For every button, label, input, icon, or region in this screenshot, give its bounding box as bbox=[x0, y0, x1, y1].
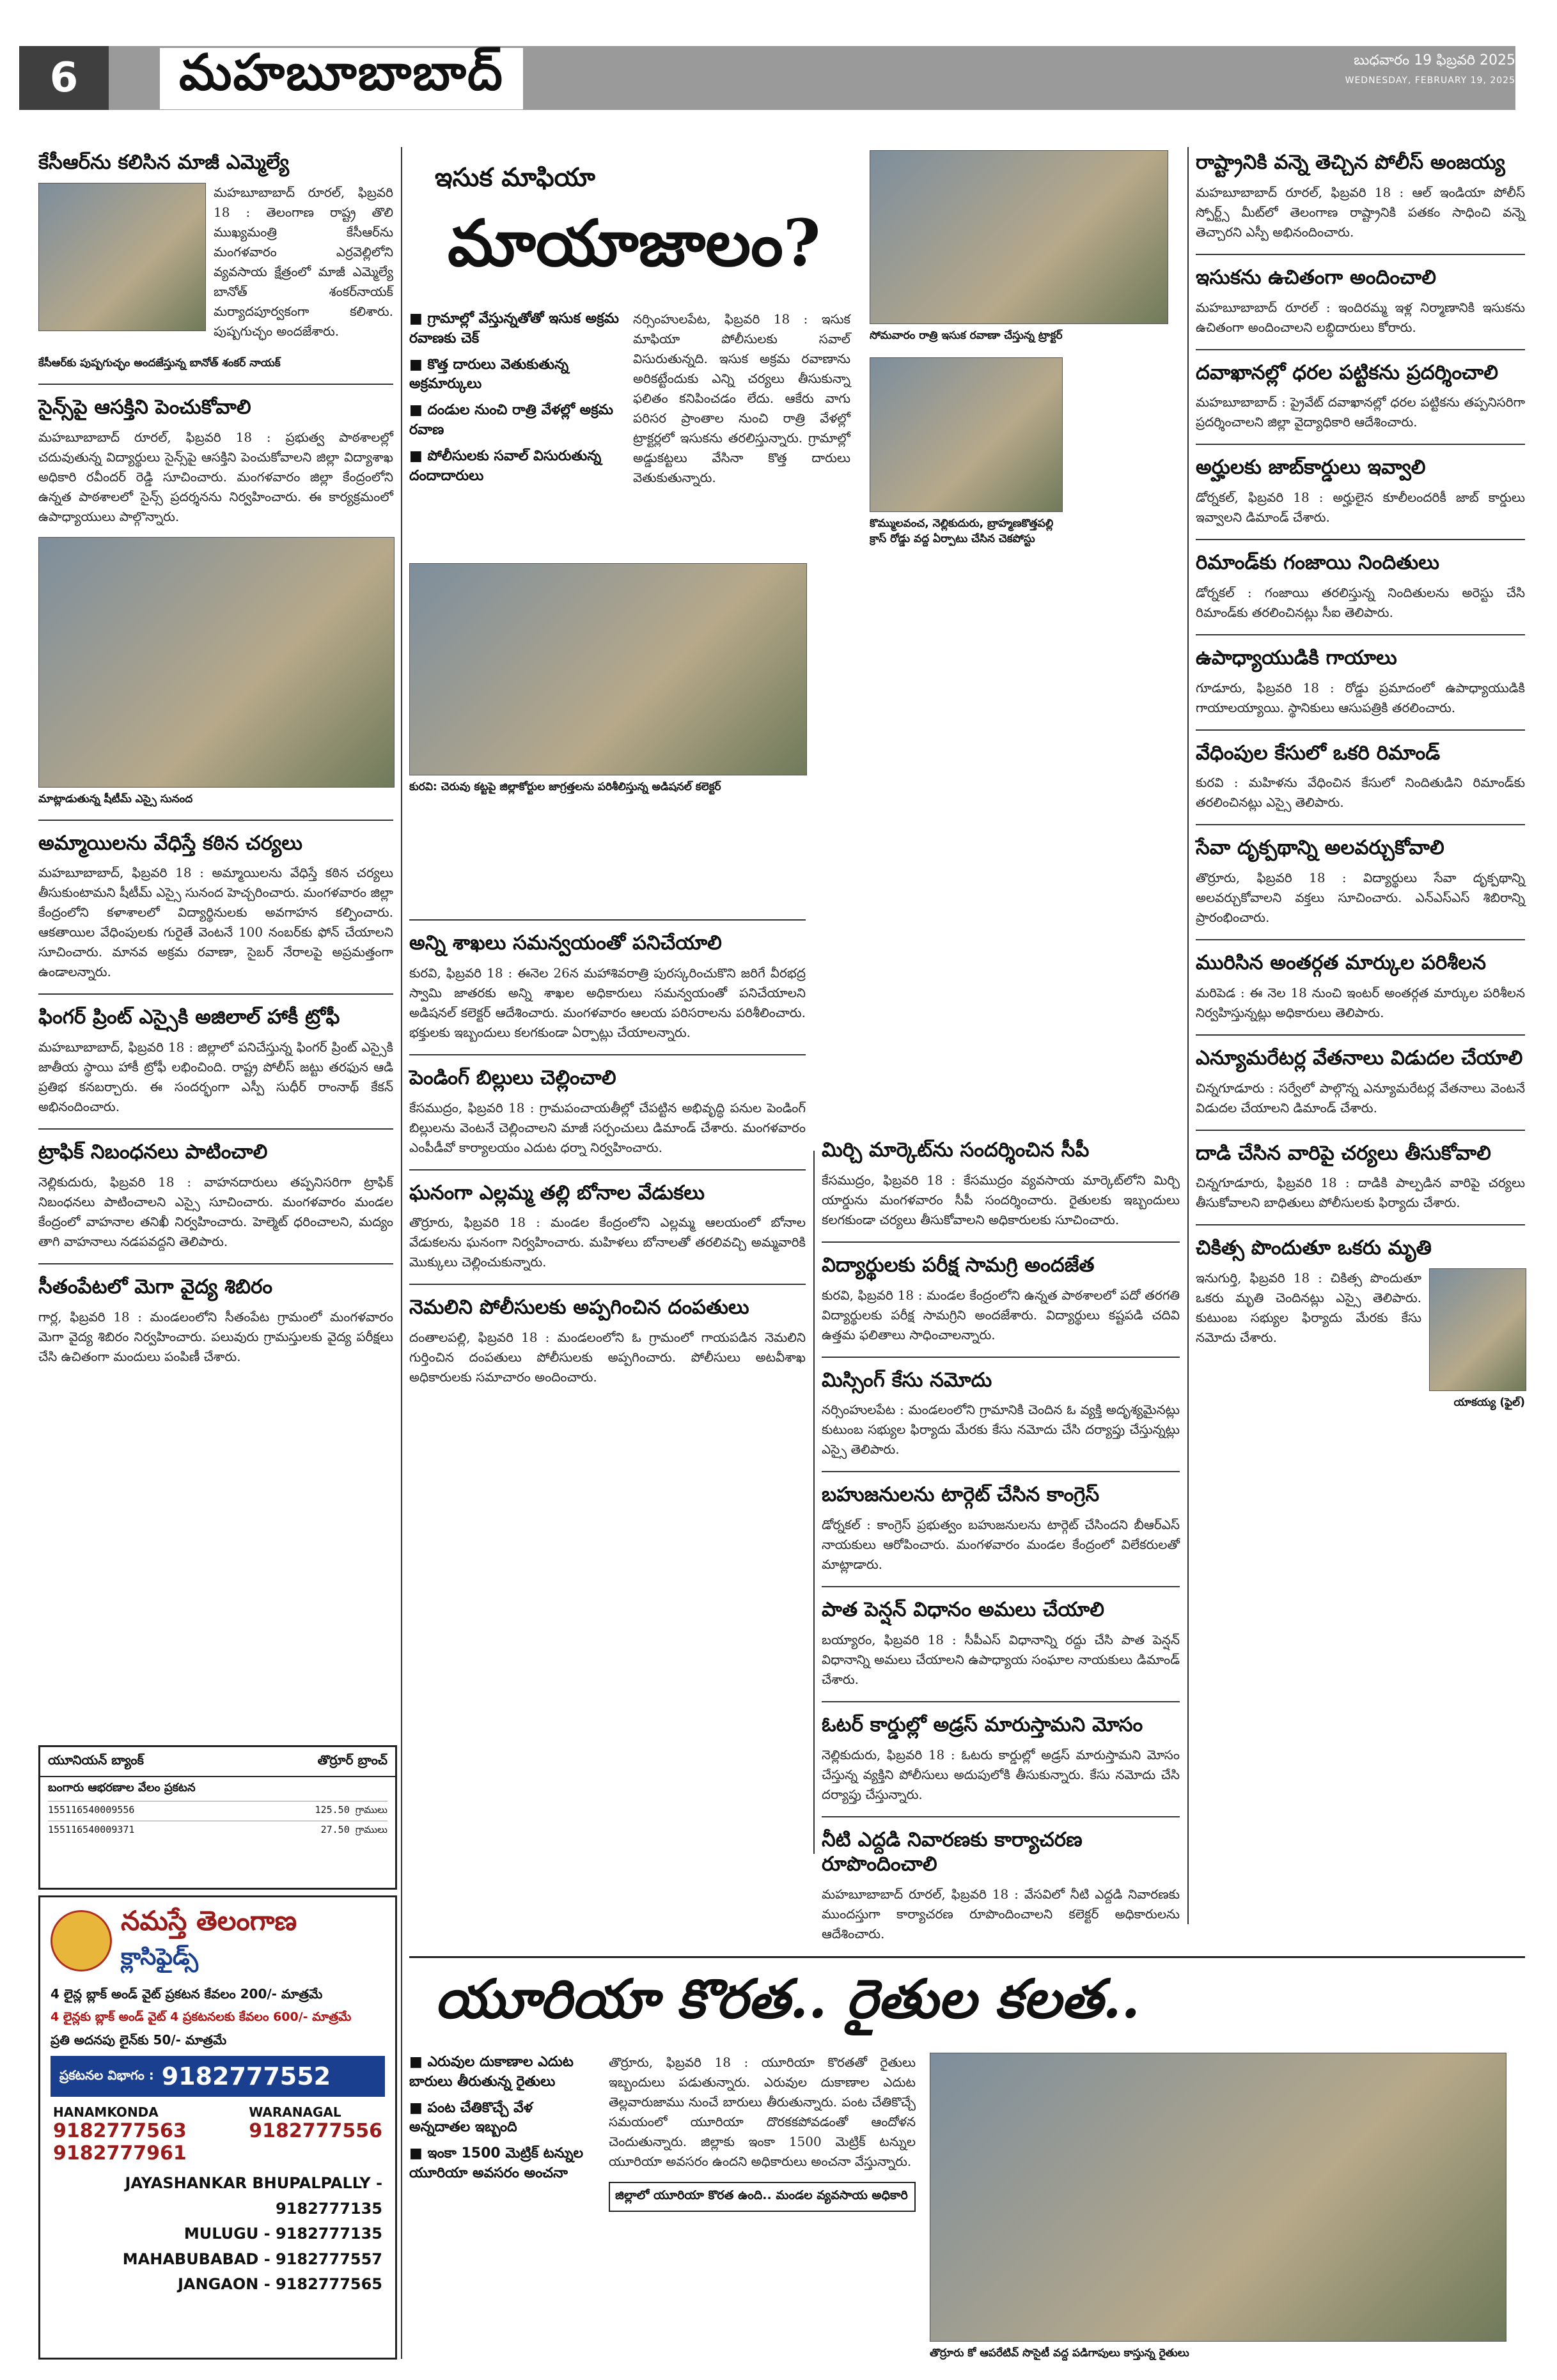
article-text: కేసముద్రం, ఫిబ్రవరి 18 : గ్రామపంచాయతీల్లో చేపట్టిన అభివృద్ధి పనుల పెండింగ్ బిల్లులను వెంటనే చెల్లించాలని మాజీ సర్పంచులు డిమాండ్ చేశారు. మంగళవారం ఎంపీడీవో కార్యాలయం ఎదుట ధర్నా నిర్వహించారు. bbox=[409, 1100, 806, 1155]
article-text: నెల్లికుదురు, ఫిబ్రవరి 18 : వాహనదారులు తప్పనిసరిగా ట్రాఫిక్ నిబంధనలు పాటించాలని ఎస్సై సూచించారు. మంగళవారం మండల కేంద్రంలో వాహనాల తనిఖీ నిర్వహించారు. హెల్మెట్ ధరించాలని, మద్యం తాగి వాహనాలు నడపవద్దని తెలిపారు. bbox=[38, 1174, 393, 1249]
headline: ఫింగర్ ప్రింట్ ఎస్సైకి అజిలాల్ హాకీ ట్రోఫీ bbox=[38, 1006, 340, 1029]
headline: మురిసిన అంతర్గత మార్కుల పరిశీలన bbox=[1196, 951, 1487, 974]
article-text: నెల్లికుదురు, ఫిబ్రవరి 18 : ఓటరు కార్డుల్లో అడ్రస్ మారుస్తామని మోసం చేస్తున్న వ్యక్తిని పోలీసులు అదుపులోకి తీసుకున్నారు. కేసు నమోదు చేసి దర్యాప్తు చేస్తున్నారు. bbox=[822, 1746, 1180, 1802]
article-text: నర్సింహులపేట : మండలంలోని గ్రామానికి చెందిన ఓ వ్యక్తి అదృశ్యమైనట్లు కుటుంబ సభ్యుల ఫిర్యాదు మేరకు కేసు నమోదు చేసి దర్యాప్తు చేస్తున్నట్లు ఎస్సై తెలిపారు. bbox=[822, 1402, 1180, 1458]
news-photo bbox=[38, 183, 206, 331]
headline: సైన్స్‌పై ఆసక్తిని పెంచుకోవాలి bbox=[38, 395, 251, 419]
ad-rate-line: 4 లైన్లకు బ్లాక్ అండ్ వైట్ 4 ప్రకటనలకు కేవలం 600/- మాత్రమే bbox=[51, 2010, 352, 2024]
article-text: కురవి : మహిళను వేధించిన కేసులో నిందితుడిని రిమాండ్‌కు తరలించినట్లు ఎస్సై తెలిపారు. bbox=[1196, 775, 1525, 811]
article-text: మహబూబాబాద్ రూరల్, ఫిబ్రవరి 18 : తెలంగాణ రాష్ట్ర తొలి ముఖ్యమంత్రి కేసీఆర్‌ను మంగళవారం ఎర్రవెల్లిలోని వ్యవసాయ క్షేత్రంలో మాజీ ఎమ్మెల్యే బానోత్ శంకర్‌నాయక్ మర్యాదపూర్వకంగా కలిశారు. పుష్పగుచ్ఛం అందజేశారు. bbox=[214, 184, 393, 339]
headline: ఓటర్ కార్డుల్లో అడ్రస్ మారుస్తామని మోసం bbox=[822, 1713, 1143, 1736]
article-text: డోర్నకల్ : గంజాయి తరలిస్తున్న నిందితులను అరెస్టు చేసి రిమాండ్‌కు తరలించినట్లు సీఐ తెలిపారు. bbox=[1196, 584, 1525, 620]
page-number: 6 bbox=[19, 46, 109, 110]
article-text: తొర్రూరు, ఫిబ్రవరి 18 : మండల కేంద్రంలోని ఎల్లమ్మ ఆలయంలో బోనాల వేడుకలను ఘనంగా నిర్వహించారు. మహిళలు బోనాలతో తరలివచ్చి అమ్మవారికి మొక్కులు చెల్లించుకున్నారు. bbox=[409, 1215, 806, 1270]
ad-dept-phone: 9182777552 bbox=[161, 2062, 331, 2090]
headline: ఉపాధ్యాయుడికి గాయాలు bbox=[1196, 646, 1397, 669]
article-text: గార్ల, ఫిబ్రవరి 18 : మండలంలోని సీతంపేట గ్రామంలో మంగళవారం మెగా వైద్య శిబిరం నిర్వహించారు. పలువురు గ్రామస్తులకు వైద్య పరీక్షలు చేసి ఉచితంగా మందులు పంపిణీ చేశారు. bbox=[38, 1309, 393, 1364]
column-4 bbox=[1196, 150, 1525, 1420]
column-1 bbox=[38, 150, 393, 1377]
headline: చికిత్స పొందుతూ ఒకరు మృతి bbox=[1196, 1236, 1432, 1260]
article-text: మరిపెడ : ఈ నెల 18 నుంచి ఇంటర్ అంతర్గత మార్కుల పరిశీలన నిర్వహిస్తున్నట్లు అధికారులు తెలిపారు. bbox=[1196, 984, 1525, 1020]
photo-caption: కురవి: చెరువు కట్టపై జిల్లాకోర్టుల జాగ్రత్తలను పరిశీలిస్తున్న అడిషనల్ కలెక్టర్ bbox=[409, 781, 721, 793]
headline: మిస్సింగ్ కేసు నమోదు bbox=[822, 1368, 992, 1392]
headline: విద్యార్థులకు పరీక్ష సామగ్రి అందజేత bbox=[822, 1253, 1095, 1277]
article-text: తొర్రూరు, ఫిబ్రవరి 18 : యూరియా కొరతతో రైతులు ఇబ్బందులు పడుతున్నారు. ఎరువుల దుకాణాల ఎదుట తెల్లవారుజాము నుంచే బారులు తీరుతున్నారు. పంట చేతికొచ్చే సమయంలో యూరియా దొరకకపోవడంతో ఆందోళన చెందుతున్నారు. జిల్లాకు ఇంకా 1500 మెట్రిక్ టన్నుల యూరియా అవసరం ఉందని అధికారులు అంచనా వేస్తున్నారు. bbox=[609, 2055, 916, 2169]
column-2 bbox=[409, 908, 806, 1397]
news-photo bbox=[409, 563, 807, 775]
person-photo bbox=[1429, 1268, 1526, 1391]
article-text: కేసముద్రం, ఫిబ్రవరి 18 : కేసముద్రం వ్యవసాయ మార్కెట్‌లోని మిర్చి యార్డును మంగళవారం సీపీ సందర్శించారు. రైతులకు ఇబ్బందులు కలగకుండా చర్యలు తీసుకోవాలని అధికారులకు సూచించారు. bbox=[822, 1172, 1180, 1227]
district-phone: JANGAON - 9182777565 bbox=[177, 2275, 382, 2294]
bottom-headline: యూరియా కొరత.. రైతుల కలత.. bbox=[435, 1967, 1140, 2030]
lead-headline: మాయాజాలం? bbox=[448, 205, 821, 281]
article-text: మహబూబాబాద్ రూరల్, ఫిబ్రవరి 18 : ప్రభుత్వ పాఠశాలల్లో చదువుతున్న విద్యార్థులు సైన్స్‌పై ఆసక్తిని పెంచుకోవాలని జిల్లా విద్యాశాఖ అధికారి రవీందర్ రెడ్డి సూచించారు. మంగళవారం జిల్లా కేంద్రంలోని ఉన్నత పాఠశాలలో సైన్స్ ప్రదర్శనను నిర్వహించారు. ఈ కార్యక్రమంలో ఉపాధ్యాయులు పాల్గొన్నారు. bbox=[38, 429, 393, 524]
ad-rate-line: 4 లైన్ల బ్లాక్ అండ్ వైట్ ప్రకటన కేవలం 200/- మాత్రమే bbox=[51, 1986, 323, 2002]
article-text: మహబూబాబాద్, ఫిబ్రవరి 18 : జిల్లాలో పనిచేస్తున్న ఫింగర్ ప్రింట్ ఎస్సైకి జాతీయ స్థాయి హాకీ ట్రోఫీ లభించింది. రాష్ట్ర పోలీస్ జట్టు తరఫున ఆడి ప్రతిభ కనబర్చారు. ఈ సందర్భంగా ఎస్పీ సుధీర్ రాంనాథ్ కేకన్ అభినందించారు. bbox=[38, 1039, 393, 1114]
highlight-bullet: ■ పోలీసులకు సవాల్ విసురుతున్న దందాదారులు bbox=[409, 447, 620, 486]
date-telugu: బుధవారం 19 ఫిబ్రవరి 2025 bbox=[1354, 52, 1515, 68]
article-text: మహబూబాబాద్ రూరల్, ఫిబ్రవరి 18 : ఆల్ ఇండియా పోలీస్ స్పోర్ట్స్ మీట్‌లో తెలంగాణ రాష్ట్రానికి పతకం సాధించి వన్నె తెచ్చారని ఎస్పీ అభినందించారు. bbox=[1196, 184, 1525, 240]
bottom-story bbox=[409, 1956, 1525, 2371]
highlight-bullet: ■ పంట చేతికొచ్చే వేళ అన్నదాతల ఇబ్బంది bbox=[409, 2099, 595, 2138]
article-text: దంతాలపల్లి, ఫిబ్రవరి 18 : మండలంలోని ఓ గ్రామంలో గాయపడిన నెమలిని గుర్తించిన దంపతులు పోలీసులకు అప్పగించారు. పోలీసులు అటవీశాఖ అధికారులకు సమాచారం అందించారు. bbox=[409, 1330, 806, 1385]
headline: మిర్చి మార్కెట్‌ను సందర్శించిన సీపీ bbox=[822, 1139, 1090, 1162]
column-3 bbox=[822, 1138, 1180, 1954]
headline: దవాఖానల్లో ధరల పట్టికను ప్రదర్శించాలి bbox=[1196, 361, 1498, 384]
photo-caption: కొమ్ములవంచ, నెల్లికుదురు, బ్రాహ్మణకొత్తపల్లి క్రాస్ రోడ్డు వద్ద ఏర్పాటు చేసిన చెకపోస్టు bbox=[870, 517, 1054, 545]
paper-name: నమస్తే తెలంగాణ bbox=[121, 1905, 297, 1936]
article-text: నర్సింహులపేట, ఫిబ్రవరి 18 : ఇసుక మాఫియా పోలీసులకు సవాల్ విసురుతున్నది. ఇసుక అక్రమ రవాణాను అరికట్టేందుకు ఎన్ని చర్యలు తీసుకున్నా ఫలితం కనిపించడం లేదు. ఆకేరు వాగు పరిసర ప్రాంతాల నుంచి రాత్రి వేళల్లో ట్రాక్టర్లలో ఇసుకను తరలిస్తున్నారు. గ్రామాల్లో అడ్డుకట్టలు వేసినా కొత్త దారులు వెతుకుతున్నారు. bbox=[633, 311, 850, 485]
phone-number: 9182777556 bbox=[249, 2120, 382, 2142]
news-photo bbox=[870, 357, 1063, 512]
highlight-bullet: ■ ఇంకా 1500 మెట్రిక్ టన్నుల యూరియా అవసరం అంచనా bbox=[409, 2144, 595, 2184]
logo-icon bbox=[51, 1910, 112, 1972]
news-photo bbox=[870, 150, 1168, 324]
masthead: మహబూబాబాద్ bbox=[160, 48, 523, 109]
classifieds-title: క్లాసిఫైడ్స్ bbox=[121, 1943, 198, 1970]
photo-caption: యాకయ్య (ఫైల్) bbox=[1453, 1396, 1525, 1409]
bank-name: యూనియన్ బ్యాంక్ bbox=[48, 1752, 144, 1768]
article-text: ఇనుగుర్తి, ఫిబ్రవరి 18 : చికిత్స పొందుతూ ఒకరు మృతి చెందినట్లు ఎస్సై తెలిపారు. కుటుంబ సభ్యుల ఫిర్యాదు మేరకు కేసు నమోదు చేశారు. bbox=[1196, 1270, 1421, 1345]
headline: అమ్మాయిలను వేధిస్తే కఠిన చర్యలు bbox=[38, 831, 302, 855]
headline: వేధింపుల కేసులో ఒకరి రిమాండ్ bbox=[1196, 741, 1441, 765]
photo-caption: కేసీఆర్‌కు పుష్పగుచ్ఛం అందజేస్తున్న బానోత్ శంకర్ నాయక్ bbox=[38, 356, 281, 369]
photo-caption: సోమవారం రాత్రి ఇసుక రవాణా చేస్తున్న ట్రాక్టర్ bbox=[870, 329, 1063, 342]
headline: కేసీఆర్‌ను కలిసిన మాజీ ఎమ్మెల్యే bbox=[38, 151, 290, 174]
column-divider bbox=[813, 1151, 815, 1854]
headline: సేవా దృక్పథాన్ని అలవర్చుకోవాలి bbox=[1196, 836, 1444, 860]
city-label: WARANAGAL bbox=[249, 2104, 341, 2120]
article-text: చిన్నగూడూరు, ఫిబ్రవరి 18 : దాడికి పాల్పడిన వారిపై చర్యలు తీసుకోవాలని బాధితులు పోలీసులకు ఫిర్యాదు చేశారు. bbox=[1196, 1175, 1525, 1211]
article-text: మహబూబాబాద్, ఫిబ్రవరి 18 : అమ్మాయిలను వేధిస్తే కఠిన చర్యలు తీసుకుంటామని షీటీమ్ ఎస్సై సునంద హెచ్చరించారు. మంగళవారం జిల్లా కేంద్రంలోని కళాశాలలో విద్యార్థినులకు అవగాహన కల్పించారు. ఆకతాయిల వేధింపులకు గురైతే వెంటనే 100 నంబర్‌కు ఫోన్ చేయాలని సూచించారు. మానవ అక్రమ రవాణా, సైబర్ నేరాలపై అప్రమత్తంగా ఉండాలన్నారు. bbox=[38, 865, 393, 980]
date-english: WEDNESDAY, FEBRUARY 19, 2025 bbox=[1345, 75, 1515, 86]
headline: ట్రాఫిక్ నిబంధనలు పాటించాలి bbox=[38, 1140, 268, 1163]
kicker: ఇసుక మాఫియా bbox=[435, 163, 595, 192]
ad-dept-label: ప్రకటనల విభాగం : bbox=[59, 2067, 154, 2083]
table-row: 155116540009371 27.50 గ్రాములు bbox=[48, 1821, 387, 1840]
highlight-bullet: ■ దండుల నుంచి రాత్రి వేళల్లో అక్రమ రవాణ bbox=[409, 401, 620, 440]
article-text: గూడూరు, ఫిబ్రవరి 18 : రోడ్డు ప్రమాదంలో ఉపాధ్యాయుడికి గాయాలయ్యాయి. స్థానికులు ఆసుపత్రికి తరలించారు. bbox=[1196, 680, 1525, 715]
column-divider bbox=[401, 147, 402, 2359]
headline: ఘనంగా ఎల్లమ్మ తల్లి బోనాల వేడుకలు bbox=[409, 1181, 705, 1204]
bank-branch: తొర్రూర్ బ్రాంచ్ bbox=[317, 1752, 387, 1768]
headline: బహుజనులను టార్గెట్ చేసిన కాంగ్రెస్ bbox=[822, 1483, 1100, 1507]
article-text: డోర్నకల్, ఫిబ్రవరి 18 : అర్హులైన కూలీలందరికీ జాబ్ కార్డులు ఇవ్వాలని డిమాండ్ చేశారు. bbox=[1196, 490, 1525, 525]
photo-caption: మాట్లాడుతున్న షీటీమ్ ఎస్సై సునంద bbox=[38, 792, 193, 805]
phone-number: 9182777961 bbox=[53, 2142, 187, 2165]
news-photo bbox=[38, 537, 395, 788]
headline: ఇసుకను ఉచితంగా అందించాలి bbox=[1196, 265, 1437, 289]
headline: అర్హులకు జాబ్‌కార్డులు ఇవ్వాలి bbox=[1196, 456, 1426, 479]
article-text: బయ్యారం, ఫిబ్రవరి 18 : సీపీఎస్ విధానాన్ని రద్దు చేసి పాత పెన్షన్ విధానాన్ని అమలు చేయాలని ఉపాధ్యాయ సంఘాల నాయకులు డిమాండ్ చేశారు. bbox=[822, 1631, 1180, 1687]
district-phone: MAHABUBABAD - 9182777557 bbox=[122, 2250, 382, 2268]
headline: పాత పెన్షన్ విధానం అమలు చేయాలి bbox=[822, 1598, 1105, 1621]
column-divider bbox=[1187, 147, 1189, 1924]
article-text: కురవి, ఫిబ్రవరి 18 : మండల కేంద్రంలోని ఉన్నత పాఠశాలలో పదో తరగతి విద్యార్థులకు పరీక్ష సామగ్రిని అందజేశారు. విద్యార్థులు కష్టపడి చదివి ఉత్తమ ఫలితాలు సాధించాలన్నారు. bbox=[822, 1287, 1180, 1342]
headline: రాష్ట్రానికి వన్నె తెచ్చిన పోలీస్ అంజయ్య bbox=[1196, 151, 1505, 174]
highlight-bullet: ■ ఎరువుల దుకాణాల ఎదుట బారులు తీరుతున్న రైతులు bbox=[409, 2053, 595, 2092]
article-text: మహబూబాబాద్ రూరల్, ఫిబ్రవరి 18 : వేసవిలో నీటి ఎద్దడి నివారణకు ముందస్తుగా కార్యాచరణ రూపొందించాలని కలెక్టర్ అధికారులను ఆదేశించారు. bbox=[822, 1886, 1180, 1941]
article-text: మహబూబాబాద్ రూరల్ : ఇందిరమ్మ ఇళ్ల నిర్మాణానికి ఇసుకను ఉచితంగా అందించాలని లబ్ధిదారులు కోరారు. bbox=[1196, 299, 1525, 335]
headline: నీటి ఎద్దడి నివారణకు కార్యాచరణ రూపొందించాలి bbox=[822, 1828, 1083, 1876]
article-text: చిన్నగూడూరు : సర్వేలో పాల్గొన్న ఎన్యూమరేటర్ల వేతనాలు వెంటనే విడుదల చేయాలని డిమాండ్ చేశారు. bbox=[1196, 1080, 1525, 1116]
city-label: HANAMKONDA bbox=[53, 2104, 159, 2120]
article-text: మహబూబాబాద్ : ప్రైవేట్ దవాఖానల్లో ధరల పట్టికను తప్పనిసరిగా ప్రదర్శించాలని జిల్లా వైద్యాధికారి ఆదేశించారు. bbox=[1196, 394, 1525, 430]
headline: నెమలిని పోలీసులకు అప్పగించిన దంపతులు bbox=[409, 1296, 749, 1319]
headline: దాడి చేసిన వారిపై చర్యలు తీసుకోవాలి bbox=[1196, 1141, 1491, 1165]
photo-caption: తొర్రూరు కో ఆపరేటివ్ సొసైటీ వద్ద పడిగాపులు కాస్తున్న రైతులు bbox=[930, 2347, 1189, 2360]
headline: ఎన్యూమరేటర్ల వేతనాలు విడుదల చేయాలి bbox=[1196, 1046, 1523, 1069]
article-text: కురవి, ఫిబ్రవరి 18 : ఈనెల 26న మహాశివరాత్రి పురస్కరించుకొని జరిగే వీరభద్ర స్వామి జాతరకు అన్ని శాఖల అధికారులు సమన్వయంతో పనిచేయాలని అడిషనల్ కలెక్టర్ ఆదేశించారు. మంగళవారం ఆలయ పరిసరాలను పరిశీలించారు. భక్తులకు ఇబ్బందులు కలగకుండా ఏర్పాట్లు చేయాలన్నారు. bbox=[409, 965, 806, 1040]
table-row: 155116540009556 125.50 గ్రాములు bbox=[48, 1801, 387, 1821]
headline: పెండింగ్ బిల్లులు చెల్లించాలి bbox=[409, 1066, 616, 1089]
district-phone: JAYASHANKAR BHUPALPALLY - 9182777135 bbox=[125, 2174, 382, 2218]
dateline bbox=[1345, 52, 1515, 86]
phone-number: 9182777563 bbox=[53, 2120, 187, 2142]
highlight-bullet: ■ కొత్త దారులు వెతుకుతున్న అక్రమార్కులు bbox=[409, 355, 620, 395]
lead-story bbox=[409, 150, 1180, 805]
ad-rate-line: ప్రతి అదనపు లైన్‌కు 50/- మాత్రమే bbox=[51, 2032, 227, 2048]
district-phone: MULUGU - 9182777135 bbox=[184, 2225, 382, 2243]
headline: అన్ని శాఖలు సమన్వయంతో పనిచేయాలి bbox=[409, 931, 722, 954]
bank-auction-ad bbox=[38, 1745, 397, 1890]
quote-box: జిల్లాలో యూరియా కొరత ఉంది.. మండల వ్యవసాయ అధికారి bbox=[609, 2182, 916, 2212]
article-text: తొర్రూరు, ఫిబ్రవరి 18 : విద్యార్థులు సేవా దృక్పథాన్ని అలవర్చుకోవాలని వక్తలు సూచించారు. ఎన్‌ఎస్‌ఎస్ శిబిరాన్ని ప్రారంభించారు. bbox=[1196, 870, 1525, 925]
article-text: డోర్నకల్ : కాంగ్రెస్ ప్రభుత్వం బహుజనులను టార్గెట్ చేసిందని బీఆర్ఎస్ నాయకులు ఆరోపించారు. మంగళవారం మండల కేంద్రంలో విలేకరులతో మాట్లాడారు. bbox=[822, 1517, 1180, 1572]
headline: రిమాండ్‌కు గంజాయి నిందితులు bbox=[1196, 551, 1439, 574]
classifieds-ad bbox=[38, 1895, 397, 2360]
highlight-bullet: ■ గ్రామాల్లో వేస్తున్నతోతో ఇసుక అక్రమ రవాణకు చెక్ bbox=[409, 309, 620, 349]
bank-notice: బంగారు ఆభరణాల వేలం ప్రకటన bbox=[48, 1781, 196, 1794]
headline: సీతంపేటలో మెగా వైద్య శిబిరం bbox=[38, 1275, 273, 1298]
news-photo bbox=[930, 2053, 1506, 2342]
